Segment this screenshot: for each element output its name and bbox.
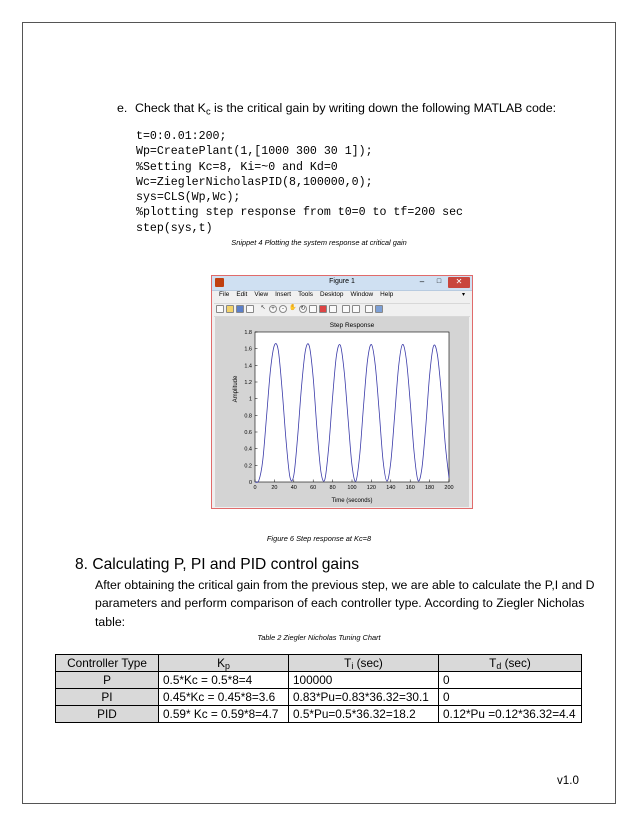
x-tick-label: 0 xyxy=(253,485,257,491)
hide-plot-tools-icon[interactable] xyxy=(365,305,373,313)
matlab-code-block: t=0:0.01:200; Wp=CreatePlant(1,[1000 300 30 1]); %Setting Kc=8, Ki=~0 and Kd=0 Wc=ZieglerNicholasPID(8,100000,0); sys=CLS(Wp,Wc); %plotting step response from t0=0 to tf=200 sec step(sys,t) xyxy=(136,130,463,235)
header-kp: $K_p$ xyxy=(159,655,289,672)
list-item-e xyxy=(117,101,556,115)
figure-title-bar[interactable] xyxy=(212,276,472,291)
menu-file[interactable]: File xyxy=(219,291,230,298)
x-tick-label: 60 xyxy=(310,485,317,491)
menu-tools[interactable]: Tools xyxy=(298,291,313,298)
y-axis-label: Amplitude xyxy=(233,375,239,403)
controller-name: PI xyxy=(56,689,159,706)
x-tick-label: 140 xyxy=(386,485,396,491)
menu-insert[interactable]: Insert xyxy=(275,291,292,298)
paragraph-line: table: xyxy=(95,614,126,629)
figure-toolbar xyxy=(214,303,470,317)
menu-view[interactable]: View xyxy=(254,291,269,298)
rotate-icon[interactable]: ↻ xyxy=(300,306,306,312)
header-ti: $T_i$ (sec) xyxy=(289,655,439,672)
x-tick-label: 20 xyxy=(271,485,278,491)
ti-value: 0.5*Pu=0.5*36.32=18.2 xyxy=(289,706,439,723)
td-value: 0.12*Pu =0.12*36.32=4.4 xyxy=(439,706,582,723)
y-tick-label: 0.4 xyxy=(244,446,252,453)
y-tick-label: 0.2 xyxy=(244,463,252,470)
y-tick-label: 1.8 xyxy=(244,330,252,336)
open-file-icon[interactable] xyxy=(226,305,234,313)
version-label: v1.0 xyxy=(557,774,579,787)
x-tick-label: 100 xyxy=(347,485,357,491)
snippet-caption: Snippet 4 Plotting the system response at critical gain xyxy=(231,238,407,247)
kp-value: 0.45*Kc = 0.45*8=3.6 xyxy=(159,689,289,706)
menu-window[interactable]: Window xyxy=(350,291,374,298)
y-tick-label: 0 xyxy=(248,480,252,486)
controller-name: P xyxy=(56,672,159,689)
ti-value: 0.83*Pu=0.83*36.32=30.1 xyxy=(289,689,439,706)
colorbar-icon[interactable] xyxy=(342,305,350,313)
minimize-icon[interactable]: – xyxy=(419,277,425,286)
save-icon[interactable] xyxy=(236,305,244,313)
print-icon[interactable] xyxy=(246,305,254,313)
x-tick-label: 80 xyxy=(329,485,336,491)
y-tick-label: 1.2 xyxy=(244,380,252,386)
link-icon[interactable] xyxy=(329,305,337,313)
table-row xyxy=(56,706,582,723)
x-tick-label: 40 xyxy=(290,485,297,491)
item-e-subscript: c xyxy=(205,106,211,117)
figure-plot-area xyxy=(215,317,469,507)
item-e-text-after: is the critical gain by writing down the following MATLAB code: xyxy=(210,101,557,115)
section-heading: 8. Calculating P, PI and PID control gains xyxy=(75,556,360,573)
menu-overflow-icon[interactable]: ▾ xyxy=(462,292,466,298)
x-tick-label: 160 xyxy=(405,485,415,491)
controller-name: PID xyxy=(56,706,159,723)
step-response-chart xyxy=(215,317,469,507)
kp-value: 0.5*Kc = 0.5*8=4 xyxy=(159,672,289,689)
table-row xyxy=(56,689,582,706)
brush-icon[interactable] xyxy=(319,305,327,313)
show-plot-tools-icon[interactable] xyxy=(375,305,383,313)
pointer-icon[interactable]: ↖ xyxy=(260,305,266,311)
x-axis-label: Time (seconds) xyxy=(331,498,373,504)
legend-icon[interactable] xyxy=(352,305,360,313)
window-controls xyxy=(412,276,472,289)
header-controller-type: Controller Type xyxy=(56,655,159,672)
chart-title: Step Response xyxy=(329,322,375,329)
list-item-label: e. xyxy=(117,101,128,115)
data-cursor-icon[interactable] xyxy=(309,305,317,313)
y-tick-label: 1 xyxy=(248,396,252,403)
x-tick-label: 180 xyxy=(425,485,435,491)
menu-edit[interactable]: Edit xyxy=(236,291,248,298)
y-tick-label: 1.4 xyxy=(244,363,252,370)
paragraph-line: After obtaining the critical gain from the previous step, we are able to calculate the P,I and D xyxy=(95,578,595,592)
td-value: 0 xyxy=(439,689,582,706)
figure-menubar xyxy=(212,291,472,302)
x-tick-label: 200 xyxy=(444,485,454,491)
axes-box xyxy=(255,332,449,482)
zoom-in-icon[interactable]: + xyxy=(269,305,277,313)
x-tick-label: 120 xyxy=(366,485,376,491)
pan-icon[interactable]: ✋ xyxy=(289,305,297,311)
table-caption: Table 2 Ziegler Nicholas Tuning Chart xyxy=(257,633,381,642)
table-row xyxy=(56,672,582,689)
table-header-row xyxy=(56,655,582,672)
figure-title: Figure 1 xyxy=(329,278,355,285)
menu-help[interactable]: Help xyxy=(380,291,394,298)
menu-desktop[interactable]: Desktop xyxy=(319,291,344,298)
figure-window xyxy=(211,275,473,509)
figure-caption: Figure 6 Step response at Kc=8 xyxy=(266,534,372,543)
close-icon[interactable]: ✕ xyxy=(448,277,470,288)
ziegler-nicholas-table xyxy=(55,654,582,723)
td-value: 0 xyxy=(439,672,582,689)
maximize-icon[interactable]: □ xyxy=(436,278,442,285)
y-tick-label: 1.6 xyxy=(244,346,252,353)
header-td: $T_d$ (sec) xyxy=(439,655,582,672)
y-tick-label: 0.6 xyxy=(244,430,252,436)
y-tick-label: 0.8 xyxy=(244,413,252,420)
new-figure-icon[interactable] xyxy=(216,305,224,313)
kp-value: 0.59* Kc = 0.59*8=4.7 xyxy=(159,706,289,723)
section-paragraph xyxy=(95,576,595,631)
paragraph-line: parameters and perform comparison of each controller type. According to Ziegler Nicholas xyxy=(95,596,585,611)
zoom-out-icon[interactable]: - xyxy=(279,305,287,313)
ti-value: 100000 xyxy=(289,672,439,689)
item-e-text-before: Check that K xyxy=(135,101,206,115)
